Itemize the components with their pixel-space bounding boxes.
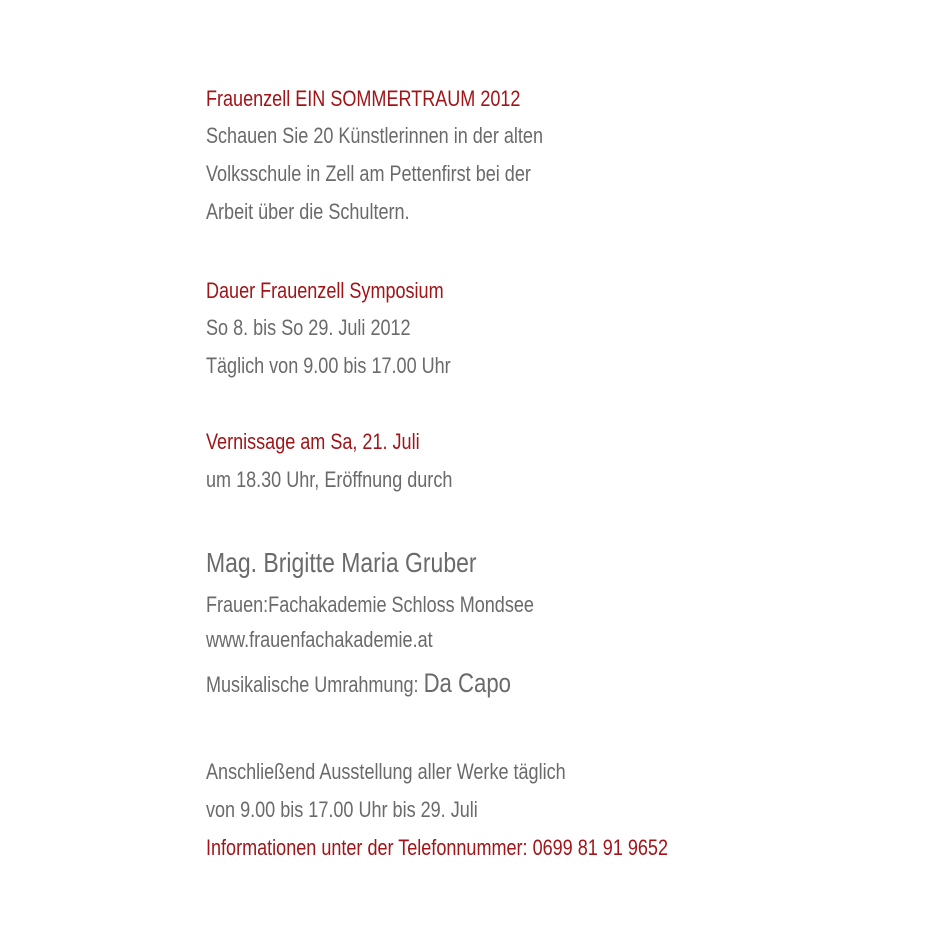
duration-hours: Täglich von 9.00 bis 17.00 Uhr	[206, 353, 451, 378]
organisation-url[interactable]: www.frauenfachakademie.at	[206, 627, 433, 652]
music-label: Musikalische Umrahmung:	[206, 672, 419, 697]
intro-line-3: Arbeit über die Schultern.	[206, 199, 410, 224]
exhibition-line-1: Anschließend Ausstellung aller Werke täglich	[206, 759, 566, 784]
speaker-name: Mag. Brigitte Maria Gruber	[206, 547, 477, 578]
intro-line-1: Schauen Sie 20 Künstlerinnen in der alten	[206, 123, 543, 148]
speaker-organisation: Frauen:Fachakademie Schloss Mondsee	[206, 592, 534, 617]
vernissage-heading: Vernissage am Sa, 21. Juli	[206, 429, 420, 454]
music-name: Da Capo	[423, 668, 511, 698]
duration-dates: So 8. bis So 29. Juli 2012	[206, 315, 411, 340]
intro-line-2: Volksschule in Zell am Pettenfirst bei der	[206, 161, 531, 186]
event-title: Frauenzell EIN SOMMERTRAUM 2012	[206, 86, 521, 111]
music-line	[206, 670, 511, 698]
duration-heading: Dauer Frauenzell Symposium	[206, 278, 444, 303]
info-phone: Informationen unter der Telefonnummer: 0699 81 91 9652	[206, 835, 669, 860]
exhibition-line-2: von 9.00 bis 17.00 Uhr bis 29. Juli	[206, 797, 478, 822]
vernissage-time: um 18.30 Uhr, Eröffnung durch	[206, 467, 453, 492]
